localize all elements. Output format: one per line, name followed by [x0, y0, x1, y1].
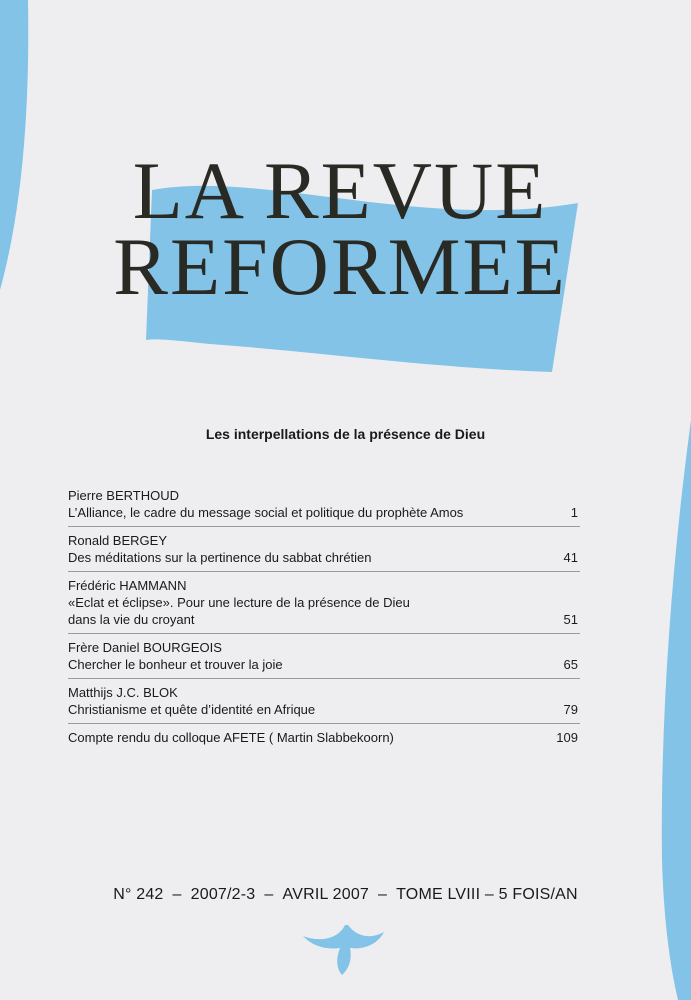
toc-page-number: 109	[556, 730, 578, 745]
footer-separator: –	[264, 886, 274, 903]
footer-separator: –	[378, 886, 388, 903]
toc-page-number: 1	[570, 505, 578, 520]
toc-author: Frédéric HAMMANN	[68, 578, 187, 593]
dove-icon	[303, 925, 384, 975]
toc-entry	[68, 487, 580, 527]
toc-author: Matthijs J.C. BLOK	[68, 685, 178, 700]
toc-entry	[68, 532, 580, 572]
toc-title: Christianisme et quête d’identité en Afrique	[68, 702, 316, 717]
toc-entry	[68, 577, 580, 634]
toc-title: Des méditations sur la pertinence du sabbat chrétien	[68, 550, 372, 565]
table-of-contents	[68, 487, 580, 756]
left-blue-band	[0, 0, 28, 290]
issue-year: 2007/2-3	[190, 886, 256, 903]
toc-page-number: 79	[563, 702, 578, 717]
toc-entry	[68, 729, 580, 751]
toc-title: «Eclat et éclipse». Pour une lecture de la présence de Dieu	[68, 595, 410, 610]
toc-entry	[68, 684, 580, 724]
issue-month: AVRIL 2007	[282, 886, 370, 903]
issue-tome: TOME LVIII – 5 FOIS/AN	[396, 886, 578, 903]
issue-theme-subtitle: Les interpellations de la présence de Dieu	[205, 426, 486, 442]
right-blue-band	[662, 420, 691, 1000]
toc-page-number: 51	[563, 612, 578, 627]
toc-title: Chercher le bonheur et trouver la joie	[68, 657, 283, 672]
issue-number: N° 242	[113, 886, 164, 903]
toc-page-number: 41	[563, 550, 578, 565]
toc-author: Pierre BERTHOUD	[68, 488, 180, 503]
masthead-line-2: REFORMEE	[113, 221, 567, 312]
toc-page-number: 65	[563, 657, 578, 672]
toc-entry	[68, 639, 580, 679]
footer-separator: –	[172, 886, 182, 903]
toc-author: Ronald BERGEY	[68, 533, 167, 548]
issue-info-footer	[0, 886, 691, 904]
toc-title: L’Alliance, le cadre du message social et politique du prophète Amos	[68, 505, 464, 520]
masthead-line-1: LA REVUE	[132, 145, 548, 236]
toc-title-continued: dans la vie du croyant	[68, 612, 195, 627]
toc-author: Frère Daniel BOURGEOIS	[68, 640, 222, 655]
toc-title: Compte rendu du colloque AFETE ( Martin Slabbekoorn)	[68, 730, 394, 745]
